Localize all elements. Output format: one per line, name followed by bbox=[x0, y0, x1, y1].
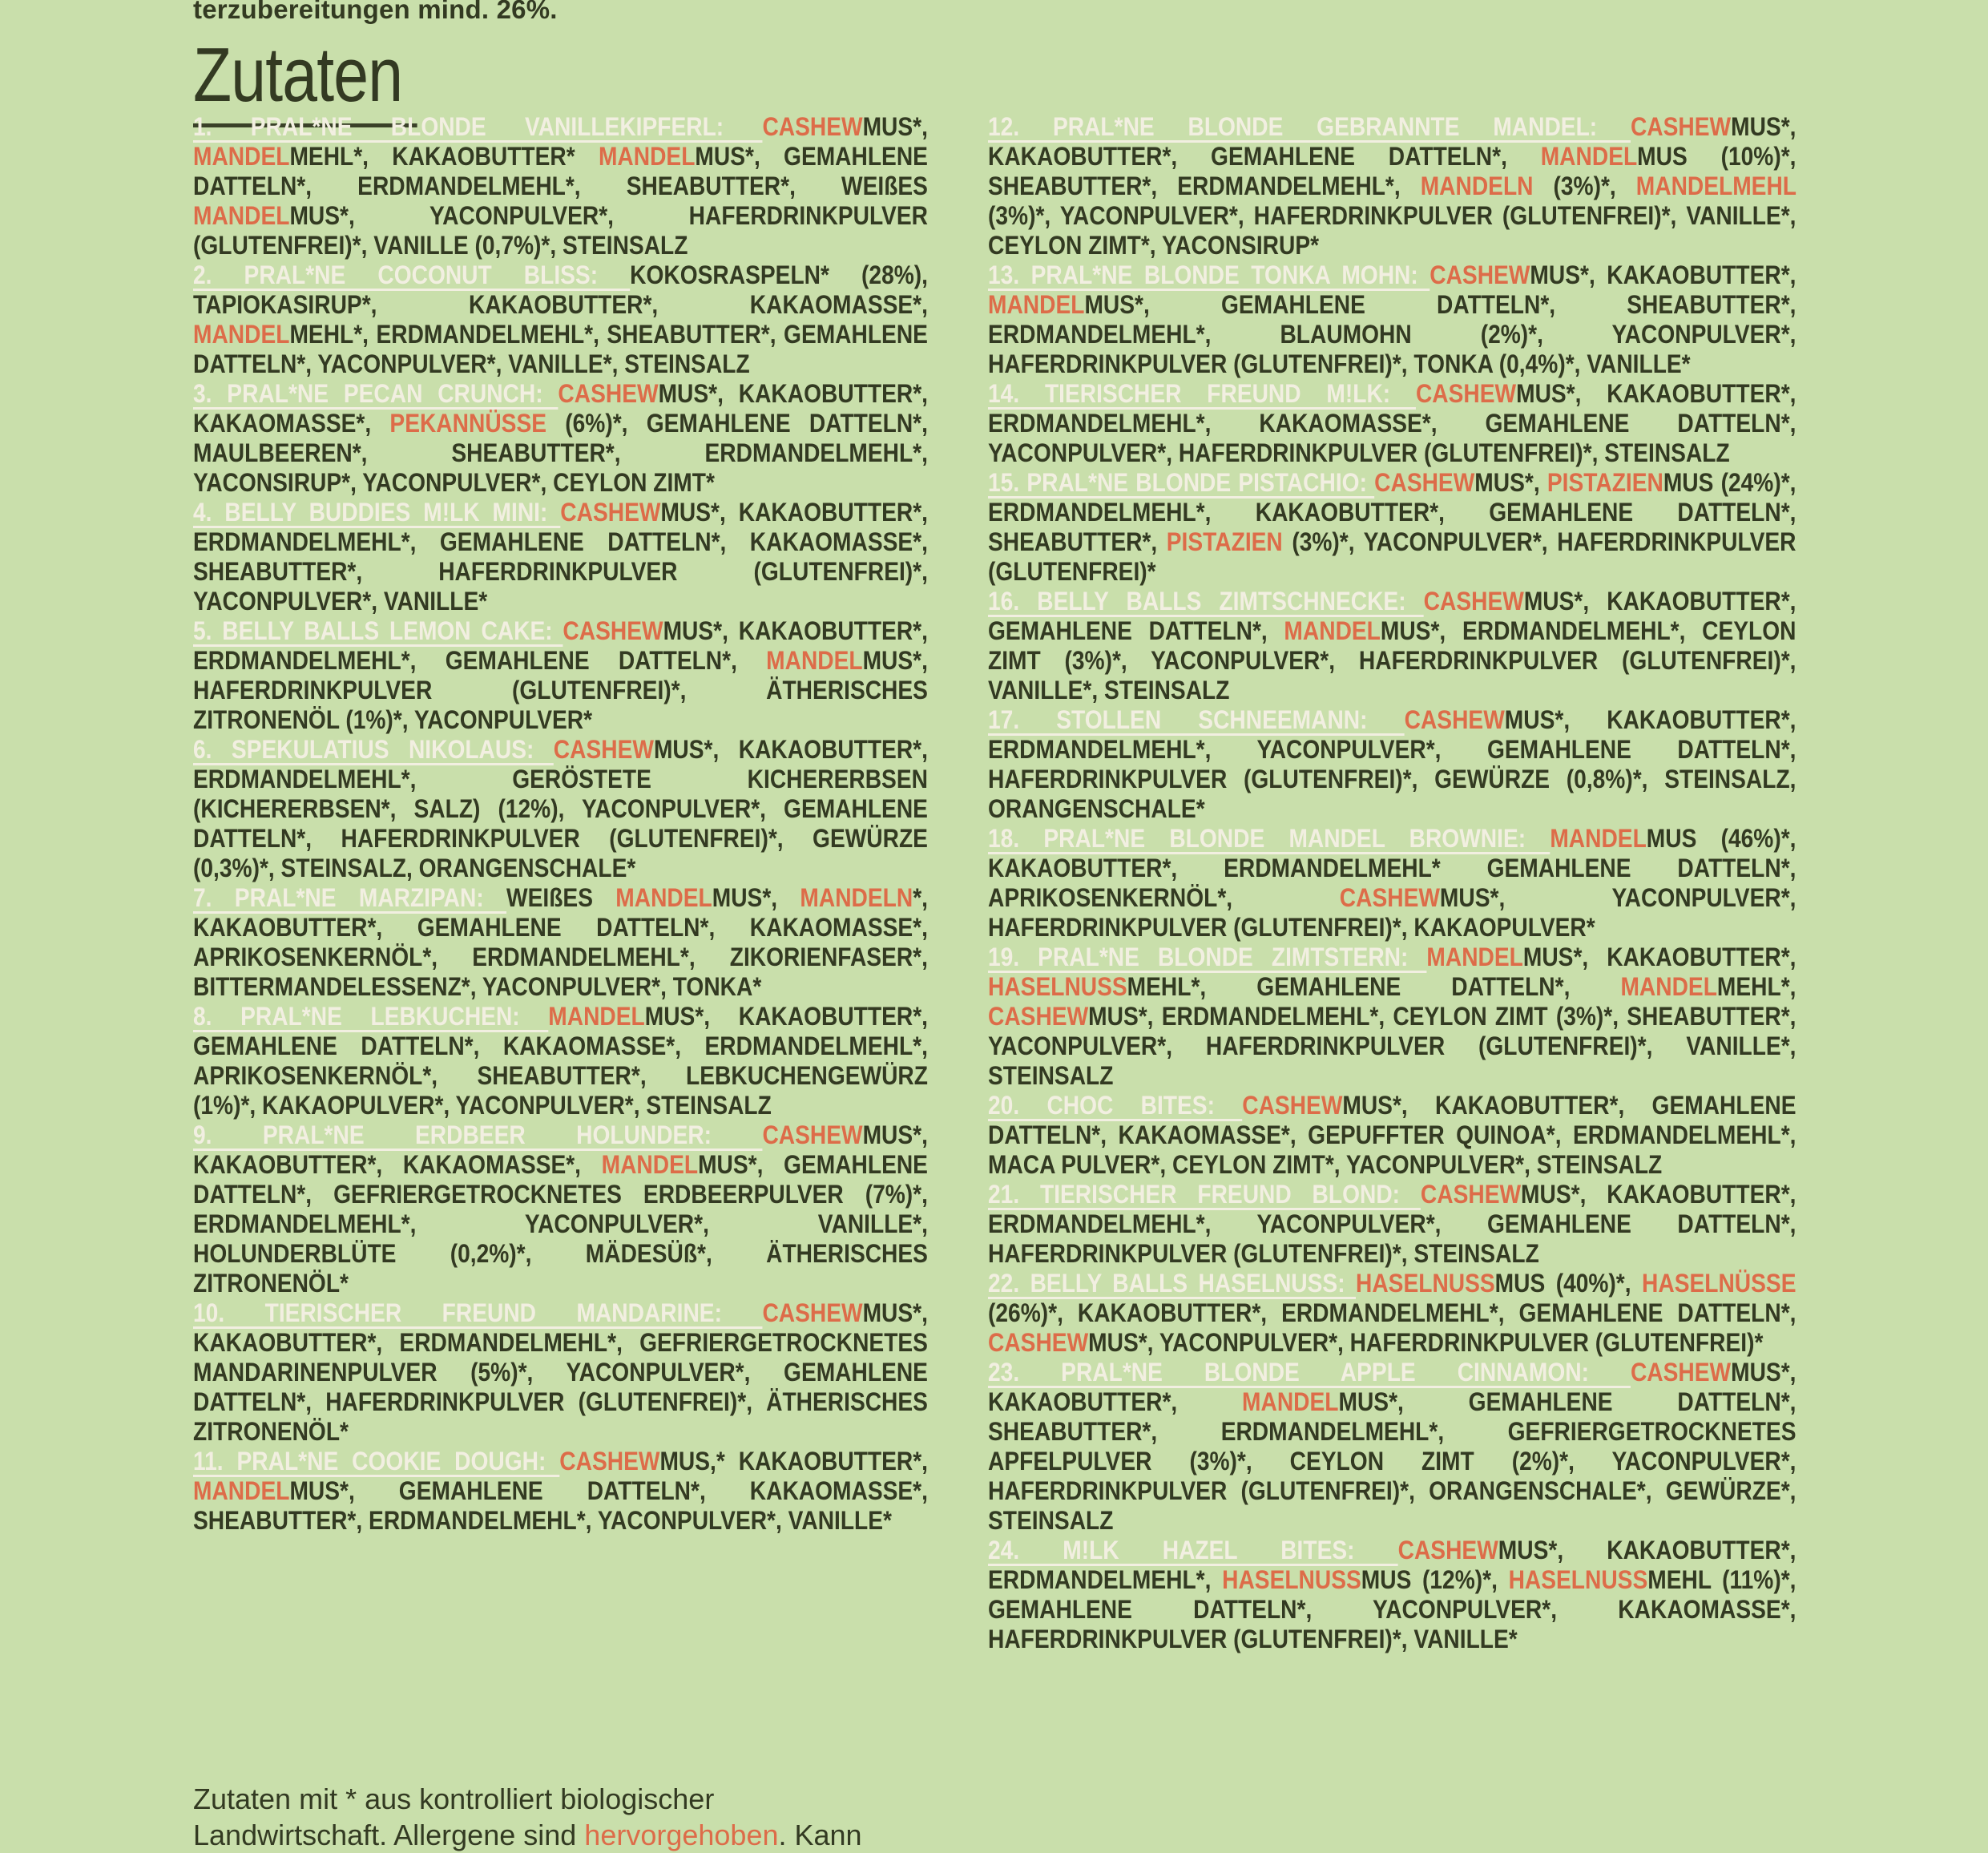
ingredient-item-22 bbox=[988, 1269, 1796, 1358]
allergen-text: CASHEW bbox=[762, 1120, 863, 1149]
ingredient-text: MUS*, KAKAOBUTTER*, GEMAHLENE DATTELN*, bbox=[988, 112, 1796, 171]
ingredient-text: MUS*, YACONPULVER*, HAFERDRINKPULVER (GLUTENFREI)*, VANILLE (0,7%)*, STEINSALZ bbox=[193, 201, 928, 260]
allergen-text: MANDEL bbox=[615, 883, 712, 912]
allergen-text: CASHEW bbox=[560, 498, 661, 527]
allergen-text: PEKANNÜSSE bbox=[389, 409, 547, 438]
ingredient-text: (6%)*, GEMAHLENE DATTELN*, MAULBEEREN*, SHEABUTTER*, ERDMANDELMEHL*, YACONSIRUP*, YACONPULVER*, CEYLON ZIMT* bbox=[193, 409, 928, 497]
ingredient-text: MEHL*, bbox=[1716, 972, 1796, 1001]
ingredient-text: MEHL*, KAKAOBUTTER* bbox=[289, 142, 599, 171]
item-heading: 6. SPEKULATIUS NIKOLAUS: bbox=[193, 735, 554, 764]
allergen-text: MANDEL bbox=[988, 290, 1085, 319]
allergen-text: MANDEL bbox=[1284, 616, 1381, 645]
allergen-text: CASHEW bbox=[1374, 468, 1475, 497]
item-heading: 9. PRAL*NE ERDBEER HOLUNDER: bbox=[193, 1120, 763, 1149]
item-heading: 3. PRAL*NE PECAN CRUNCH: bbox=[193, 379, 558, 408]
ingredient-text: WEIßES bbox=[506, 883, 616, 912]
item-heading: 21. TIERISCHER FREUND BLOND: bbox=[988, 1180, 1421, 1209]
allergen-text: MANDELN bbox=[1420, 172, 1534, 200]
page-title-text: Zutaten bbox=[193, 34, 417, 127]
ingredient-item-1 bbox=[193, 112, 928, 260]
allergen-text: PISTAZIEN bbox=[1546, 468, 1663, 497]
ingredient-text: MEHL*, GEMAHLENE DATTELN*, bbox=[1127, 972, 1621, 1001]
allergen-text: MANDEL bbox=[598, 142, 696, 171]
ingredient-item-24 bbox=[988, 1536, 1796, 1654]
item-heading: 20. CHOC BITES: bbox=[988, 1091, 1243, 1120]
ingredient-item-21 bbox=[988, 1180, 1796, 1269]
ingredient-text: (3%)*, bbox=[1533, 172, 1636, 200]
ingredient-item-8 bbox=[193, 1002, 928, 1120]
allergen-text: CASHEW bbox=[1415, 379, 1517, 408]
ingredient-text: MUS*, KAKAOBUTTER*, GEMAHLENE DATTELN*, KAKAOMASSE*, ERDMANDELMEHL*, APRIKOSENKERNÖL*, SHEABUTTER*, LEBKUCHENGEWÜRZ (1%)*, KAKAOPULVER*, YACONPULVER*, STEINSALZ bbox=[193, 1002, 928, 1120]
ingredient-item-15 bbox=[988, 468, 1796, 587]
allergen-text: MANDEL bbox=[548, 1002, 645, 1031]
allergen-text: CASHEW bbox=[1404, 705, 1505, 734]
ingredient-text: MUS*, GEMAHLENE DATTELN*, KAKAOMASSE*, SHEABUTTER*, ERDMANDELMEHL*, YACONPULVER*, VANILLE* bbox=[193, 1476, 928, 1535]
allergen-text: MANDEL bbox=[193, 1476, 290, 1505]
allergen-text: CASHEW bbox=[1242, 1091, 1343, 1120]
ingredient-text: MUS*, HAFERDRINKPULVER (GLUTENFREI)*, ÄTHERISCHES ZITRONENÖL (1%)*, YACONPULVER* bbox=[193, 646, 928, 734]
ingredient-item-23 bbox=[988, 1358, 1796, 1536]
ingredient-item-17 bbox=[988, 705, 1796, 824]
allergen-text: CASHEW bbox=[1420, 1180, 1522, 1209]
ingredient-item-5 bbox=[193, 616, 928, 735]
ingredient-text: MUS*, GEMAHLENE DATTELN*, SHEABUTTER*, ERDMANDELMEHL*, GEFRIERGETROCKNETES APFELPULVER (3%)*, CEYLON ZIMT (2%)*, YACONPULVER*, HAFERDRINKPULVER (GLUTENFREI)*, ORANGENSCHALE*, GEWÜRZE*, STEINSALZ bbox=[988, 1387, 1796, 1535]
ingredient-item-11 bbox=[193, 1447, 928, 1536]
item-heading: 23. PRAL*NE BLONDE APPLE CINNAMON: bbox=[988, 1358, 1631, 1387]
ingredient-item-13 bbox=[988, 260, 1796, 379]
ingredient-text: MUS*, KAKAOBUTTER*, bbox=[988, 1358, 1796, 1416]
ingredient-text: MUS (46%)*, KAKAOBUTTER*, ERDMANDELMEHL* GEMAHLENE DATTELN*, APRIKOSENKERNÖL*, bbox=[988, 824, 1796, 912]
ingredient-text: MUS*, KAKAOBUTTER*, ERDMANDELMEHL*, KAKAOMASSE*, GEMAHLENE DATTELN*, YACONPULVER*, HAFERDRINKPULVER (GLUTENFREI)*, STEINSALZ bbox=[988, 379, 1796, 467]
ingredient-text: KOKOSRASPELN* (28%), TAPIOKASIRUP*, KAKAOBUTTER*, KAKAOMASSE*, bbox=[193, 260, 928, 319]
ingredient-text: *, KAKAOBUTTER*, GEMAHLENE DATTELN*, KAKAOMASSE*, APRIKOSENKERNÖL*, ERDMANDELMEHL*, ZIKORIENFASER*, BITTERMANDELESSENZ*, YACONPULVER*, TONKA* bbox=[193, 883, 928, 1001]
organic-note-line1: Zutaten mit * aus kontrolliert biologischer bbox=[193, 1782, 715, 1815]
item-heading: 13. PRAL*NE BLONDE TONKA MOHN: bbox=[988, 260, 1430, 289]
allergen-text: CASHEW bbox=[559, 1447, 660, 1476]
allergen-text: MANDEL bbox=[1426, 943, 1523, 971]
allergen-text: CASHEW bbox=[762, 1298, 863, 1327]
ingredient-item-6 bbox=[193, 735, 928, 883]
ingredient-text: MUS*, KAKAOBUTTER*, ERDMANDELMEHL*, GERÖSTETE KICHERERBSEN (KICHERERBSEN*, SALZ) (12%), YACONPULVER*, GEMAHLENE DATTELN*, HAFERDRINKPULVER (GLUTENFREI)*, GEWÜRZE (0,3%)*, STEINSALZ, ORANGENSCHALE* bbox=[193, 735, 928, 882]
item-heading: 18. PRAL*NE BLONDE MANDEL BROWNIE: bbox=[988, 824, 1550, 853]
ingredient-text: MUS*, bbox=[712, 883, 800, 912]
ingredient-text: MUS*, KAKAOBUTTER*, bbox=[1522, 943, 1796, 971]
ingredient-text: MUS*, KAKAOBUTTER*, KAKAOMASSE*, bbox=[193, 379, 928, 438]
allergen-text: CASHEW bbox=[988, 1002, 1089, 1031]
ingredient-text: MUS*, KAKAOBUTTER*, ERDMANDELMEHL*, GEMAHLENE DATTELN*, KAKAOMASSE*, SHEABUTTER*, HAFERDRINKPULVER (GLUTENFREI)*, YACONPULVER*, VANILLE* bbox=[193, 498, 928, 616]
allergen-text: MANDEL bbox=[1242, 1387, 1339, 1416]
ingredient-text: MUS*, KAKAOBUTTER*, ERDMANDELMEHL*, YACONPULVER*, GEMAHLENE DATTELN*, HAFERDRINKPULVER (GLUTENFREI)*, STEINSALZ bbox=[988, 1180, 1796, 1268]
allergen-text: MANDEL bbox=[1550, 824, 1647, 853]
item-heading: 12. PRAL*NE BLONDE GEBRANNTE MANDEL: bbox=[988, 112, 1631, 141]
ingredient-item-18 bbox=[988, 824, 1796, 943]
ingredient-item-9 bbox=[193, 1120, 928, 1298]
allergen-text: MANDEL bbox=[766, 646, 863, 675]
ingredient-text: MUS (10%)*, SHEABUTTER*, ERDMANDELMEHL*, bbox=[988, 142, 1796, 200]
item-heading: 5. BELLY BALLS LEMON CAKE: bbox=[193, 616, 563, 645]
allergen-text: hervorgehoben bbox=[584, 1819, 779, 1851]
allergen-text: HASELNUSS bbox=[1356, 1269, 1495, 1298]
ingredient-text: MUS*, KAKAOBUTTER*, KAKAOMASSE*, bbox=[193, 1120, 928, 1179]
allergen-text: HASELNUSS bbox=[1508, 1565, 1648, 1594]
item-heading: 16. BELLY BALLS ZIMTSCHNECKE: bbox=[988, 587, 1424, 616]
item-heading: 2. PRAL*NE COCONUT BLISS: bbox=[193, 260, 631, 289]
ingredient-text: MUS*, bbox=[862, 112, 928, 141]
ingredient-text: MUS*, GEMAHLENE DATTELN*, GEFRIERGETROCKNETES ERDBEERPULVER (7%)*, ERDMANDELMEHL*, YACONPULVER*, VANILLE*, HOLUNDERBLÜTE (0,2%)*, MÄDESÜß*, ÄTHERISCHES ZITRONENÖL* bbox=[193, 1150, 928, 1298]
allergen-text: CASHEW bbox=[1430, 260, 1530, 289]
allergen-text: CASHEW bbox=[563, 616, 663, 645]
allergen-text: CASHEW bbox=[1397, 1536, 1498, 1564]
allergen-text: PISTAZIEN bbox=[1166, 527, 1283, 556]
ingredient-item-2 bbox=[193, 260, 928, 379]
organic-note-line2-clipped bbox=[193, 1817, 1115, 1853]
ingredient-item-7 bbox=[193, 883, 928, 1002]
item-heading: 7. PRAL*NE MARZIPAN: bbox=[193, 883, 507, 912]
allergen-text: CASHEW bbox=[988, 1328, 1089, 1357]
ingredient-text: MEHL*, ERDMANDELMEHL*, SHEABUTTER*, GEMAHLENE DATTELN*, YACONPULVER*, VANILLE*, STEINSALZ bbox=[193, 320, 928, 378]
item-heading: 8. PRAL*NE LEBKUCHEN: bbox=[193, 1002, 549, 1031]
ingredient-text: MUS*, KAKAOBUTTER*, ERDMANDELMEHL*, GEMAHLENE DATTELN*, bbox=[193, 616, 928, 675]
ingredients-column-right bbox=[988, 112, 1796, 1654]
ingredient-text: MUS (40%)*, bbox=[1494, 1269, 1643, 1298]
allergen-text: MANDEL bbox=[1620, 972, 1717, 1001]
ingredient-item-12 bbox=[988, 112, 1796, 260]
allergen-text: CASHEW bbox=[1423, 587, 1524, 616]
allergen-text: CASHEW bbox=[1630, 1358, 1732, 1387]
ingredient-text: (26%)*, KAKAOBUTTER*, ERDMANDELMEHL*, GEMAHLENE DATTELN*, bbox=[988, 1298, 1796, 1327]
allergen-text: MANDEL bbox=[1540, 142, 1638, 171]
item-heading: 11. PRAL*NE COOKIE DOUGH: bbox=[193, 1447, 560, 1476]
allergen-text: HASELNUSS bbox=[988, 972, 1127, 1001]
ingredient-item-19 bbox=[988, 943, 1796, 1091]
item-heading: 15. PRAL*NE BLONDE PISTACHIO: bbox=[988, 468, 1375, 497]
ingredient-text: MUS*, KAKAOBUTTER*, GEMAHLENE DATTELN*, bbox=[988, 587, 1796, 645]
ingredient-text: (3%)*, YACONPULVER*, HAFERDRINKPULVER (GLUTENFREI)* bbox=[988, 527, 1796, 586]
ingredient-text: MUS (24%)*, ERDMANDELMEHL*, KAKAOBUTTER*, GEMAHLENE DATTELN*, SHEABUTTER*, bbox=[988, 468, 1796, 556]
ingredient-item-16 bbox=[988, 587, 1796, 705]
item-heading: 14. TIERISCHER FREUND M!LK: bbox=[988, 379, 1416, 408]
ingredient-text: MUS*, KAKAOBUTTER*, GEMAHLENE DATTELN*, KAKAOMASSE*, GEPUFFTER QUINOA*, ERDMANDELMEHL*, MACA PULVER*, CEYLON ZIMT*, YACONPULVER*, STEINSALZ bbox=[988, 1091, 1796, 1179]
allergen-text: CASHEW bbox=[1339, 883, 1440, 912]
ingredient-text: . Kann bbox=[778, 1819, 862, 1851]
ingredient-text: MUS,* KAKAOBUTTER*, bbox=[659, 1447, 928, 1476]
ingredient-text: MUS*, KAKAOBUTTER*, bbox=[1530, 260, 1796, 289]
allergen-text: CASHEW bbox=[762, 112, 863, 141]
ingredient-text: MUS*, KAKAOBUTTER*, ERDMANDELMEHL*, YACONPULVER*, GEMAHLENE DATTELN*, HAFERDRINKPULVER (GLUTENFREI)*, GEWÜRZE (0,8%)*, STEINSALZ, ORANGENSCHALE* bbox=[988, 705, 1796, 823]
ingredient-item-14 bbox=[988, 379, 1796, 468]
ingredients-column-left bbox=[193, 112, 928, 1536]
ingredient-item-4 bbox=[193, 498, 928, 616]
ingredient-text: MEHL (11%)*, GEMAHLENE DATTELN*, YACONPULVER*, KAKAOMASSE*, HAFERDRINKPULVER (GLUTENFREI)*, VANILLE* bbox=[988, 1565, 1796, 1653]
ingredient-item-3 bbox=[193, 379, 928, 498]
ingredient-text: MUS*, ERDMANDELMEHL*, CEYLON ZIMT (3%)*, SHEABUTTER*, YACONPULVER*, HAFERDRINKPULVER (GLUTENFREI)*, VANILLE*, STEINSALZ bbox=[988, 1002, 1796, 1090]
previous-paragraph-fragment: terzubereitungen mind. 26%. bbox=[193, 0, 558, 24]
allergen-text: MANDEL bbox=[601, 1150, 699, 1179]
item-heading: 24. M!LK HAZEL BITES: bbox=[988, 1536, 1398, 1564]
allergen-text: CASHEW bbox=[553, 735, 654, 764]
item-heading: 10. TIERISCHER FREUND MANDARINE: bbox=[193, 1298, 763, 1327]
ingredient-text: MUS*, KAKAOBUTTER*, ERDMANDELMEHL*, GEFRIERGETROCKNETES MANDARINENPULVER (5%)*, YACONPULVER*, GEMAHLENE DATTELN*, HAFERDRINKPULVER (GLUTENFREI)*, ÄTHERISCHES ZITRONENÖL* bbox=[193, 1298, 928, 1446]
ingredient-text: (3%)*, YACONPULVER*, HAFERDRINKPULVER (GLUTENFREI)*, VANILLE*, CEYLON ZIMT*, YACONSIRUP* bbox=[988, 201, 1796, 260]
allergen-text: MANDEL bbox=[193, 320, 290, 349]
ingredient-text: MUS*, GEMAHLENE DATTELN*, SHEABUTTER*, ERDMANDELMEHL*, BLAUMOHN (2%)*, YACONPULVER*, HAFERDRINKPULVER (GLUTENFREI)*, TONKA (0,4%)*, VANILLE* bbox=[988, 290, 1796, 378]
item-heading: 4. BELLY BUDDIES M!LK MINI: bbox=[193, 498, 561, 527]
allergen-text: MANDEL bbox=[193, 142, 290, 171]
allergen-text: MANDELMEHL bbox=[1635, 172, 1796, 200]
ingredient-text: MUS*, YACONPULVER*, HAFERDRINKPULVER (GLUTENFREI)* bbox=[1088, 1328, 1764, 1357]
ingredient-item-20 bbox=[988, 1091, 1796, 1180]
item-heading: 19. PRAL*NE BLONDE ZIMTSTERN: bbox=[988, 943, 1427, 971]
ingredient-text: MUS*, ERDMANDELMEHL*, CEYLON ZIMT (3%)*, YACONPULVER*, HAFERDRINKPULVER (GLUTENFREI)*, VANILLE*, STEINSALZ bbox=[988, 616, 1796, 704]
allergen-text: MANDEL bbox=[193, 201, 290, 230]
ingredient-text: Landwirtschaft. Allergene sind bbox=[193, 1819, 585, 1851]
allergen-text: MANDELN bbox=[800, 883, 913, 912]
item-heading: 17. STOLLEN SCHNEEMANN: bbox=[988, 705, 1405, 734]
allergen-text: HASELNUSS bbox=[1222, 1565, 1361, 1594]
ingredient-text: MUS*, YACONPULVER*, HAFERDRINKPULVER (GLUTENFREI)*, KAKAOPULVER* bbox=[988, 883, 1796, 942]
ingredient-item-10 bbox=[193, 1298, 928, 1447]
ingredient-text: MUS*, GEMAHLENE DATTELN*, ERDMANDELMEHL*, SHEABUTTER*, WEIßES bbox=[193, 142, 928, 200]
allergen-text: CASHEW bbox=[558, 379, 659, 408]
organic-note bbox=[193, 1781, 1115, 1853]
ingredient-text: MUS (12%)*, bbox=[1361, 1565, 1509, 1594]
allergen-text: HASELNÜSSE bbox=[1642, 1269, 1796, 1298]
item-heading: 22. BELLY BALLS HASELNUSS: bbox=[988, 1269, 1357, 1298]
allergen-text: CASHEW bbox=[1630, 112, 1732, 141]
item-heading: 1. PRAL*NE BLONDE VANILLEKIPFERL: bbox=[193, 112, 763, 141]
ingredient-text: MUS*, bbox=[1474, 468, 1547, 497]
ingredient-text: MUS*, KAKAOBUTTER*, ERDMANDELMEHL*, bbox=[988, 1536, 1796, 1594]
